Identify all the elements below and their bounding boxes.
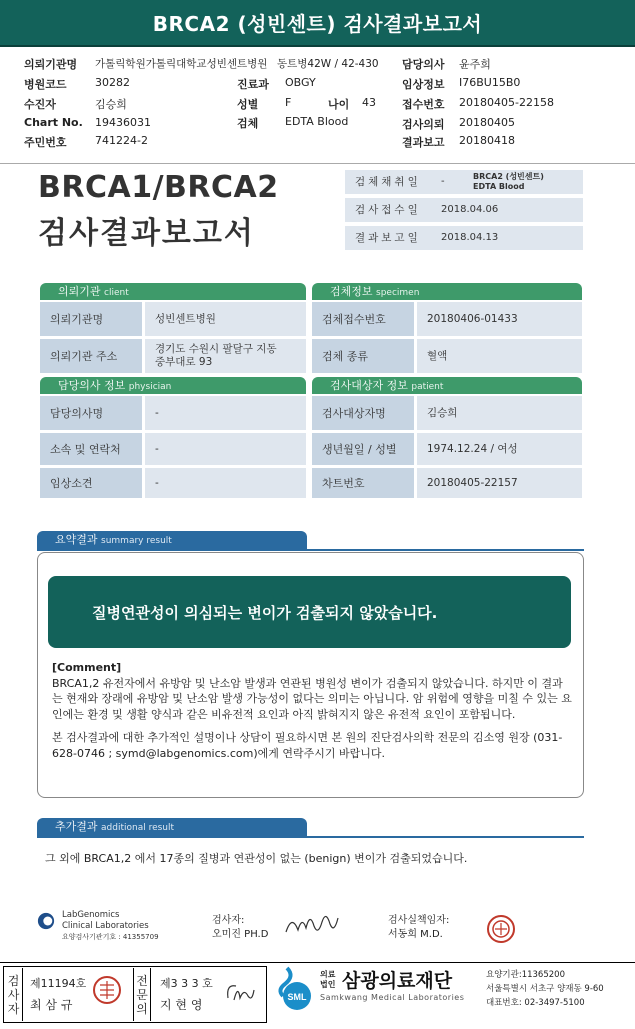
physician-name-value: - — [145, 396, 306, 430]
summary-result-bar — [48, 576, 571, 648]
comment-paragraph-1: BRCA1,2 유전자에서 유방암 및 난소암 발생과 연관된 병원성 변이가 검출되지 않았습니다. 하지만 이 결과는 현재와 장래에 유방암 및 난소암 발생 가능성이 없다는 의미는 아닙니다. 암 위험에 영향을 미칠 수 있는 요인에는 환경 및 생활 양식과 같은 비유전적 요인과 아직 밝혀지지 않은 유전적 요인이 포함됩니다. — [52, 676, 572, 721]
additional-section-head: 추가결과 additional result — [37, 818, 307, 836]
comment-block — [52, 660, 572, 769]
org-label: 의뢰기관명 — [24, 58, 78, 71]
foundation-type: 의료 법인 — [320, 970, 336, 989]
hosp-code-value: 30282 — [95, 76, 130, 89]
received-value: 2018.04.06 — [441, 204, 499, 215]
doctor-value: 윤주희 — [459, 58, 491, 71]
report-value: 20180418 — [459, 134, 515, 147]
comment-title: [Comment] — [52, 661, 122, 674]
summary-rule — [37, 549, 584, 551]
labgenomics-logo-icon — [37, 912, 55, 930]
physician-opinion-label: 임상소견 — [40, 468, 142, 498]
sex-label: 성별 — [237, 98, 259, 111]
dept-value: OBGY — [285, 76, 316, 89]
received-row — [345, 198, 583, 222]
patient-chart-value: 20180405-22157 — [417, 468, 582, 498]
doctor-vertical-label: 전 문 의 — [133, 968, 151, 1021]
additional-text: 그 외에 BRCA1,2 에서 17종의 질병과 연관성이 없는 (benign) 변이가 검출되었습니다. — [45, 852, 468, 865]
patient-dob-value: 1974.12.24 / 여성 — [417, 433, 582, 465]
physician-contact-label: 소속 및 연락처 — [40, 433, 142, 465]
report-label: 결과보고 — [402, 136, 445, 149]
samkwang-logo-icon — [273, 966, 315, 1012]
patient-dob-label: 생년월일 / 성별 — [312, 433, 414, 465]
hosp-code-label: 병원코드 — [24, 78, 67, 91]
client-addr-label: 의뢰기관 주소 — [40, 339, 142, 373]
physician-contact-value: - — [145, 433, 306, 465]
sex-value: F — [285, 96, 292, 109]
physician-section-head: 담당의사 정보 physician — [40, 377, 306, 394]
foundation-en: Samkwang Medical Laboratories — [320, 993, 465, 1002]
comment-paragraph-2: 본 검사결과에 대한 추가적인 설명이나 상담이 필요하시면 본 원의 진단검사의학 전문의 김소영 원장 (031-628-0746 ; symd@labgenomics.com)에게 연락주시기 바랍니다. — [52, 731, 563, 760]
tester-name: 최 삼 규 — [30, 998, 73, 1012]
physician-name-label: 담당의사명 — [40, 396, 142, 430]
patient-label: 수진자 — [24, 98, 56, 111]
physician-opinion-value: - — [145, 468, 306, 498]
rrn-value: 741224-2 — [95, 134, 148, 147]
received-label: 검사접수일 — [355, 204, 421, 216]
ward-value: 동트병42W / 42-430 — [277, 58, 379, 70]
org-value: 가톨릭학원가톨릭대학교성빈센트병원 — [95, 58, 268, 70]
foundation-contact: 요양기관:11365200 서울특별시 서초구 양재동 9-60 대표번호: 02-3497-5100 — [486, 970, 604, 1008]
collect-value: - — [441, 176, 445, 187]
specimen-no-value: 20180406-01433 — [417, 302, 582, 336]
receipt-label: 접수번호 — [402, 98, 445, 111]
request-label: 검사의뢰 — [402, 118, 445, 131]
specimen-type-value: 혈액 — [417, 339, 582, 373]
patient-section-head: 검사대상자 정보 patient — [312, 377, 582, 394]
chart-value: 19436031 — [95, 116, 151, 129]
collect-label: 검체채취일 — [355, 176, 421, 188]
summary-result-text: 질병연관성이 의심되는 변이가 검출되지 않았습니다. — [92, 603, 438, 622]
specimen-name: BRCA2 (성빈센트) EDTA Blood — [473, 172, 544, 191]
client-addr-value: 경기도 수원시 팔달구 지동 중부대로 93 — [145, 339, 306, 373]
report-title-line1: BRCA1/BRCA2 — [38, 170, 279, 205]
patient-value: 김승희 — [95, 98, 127, 111]
director-signature-block: 검사실책임자: 서동희 M.D. — [388, 915, 450, 940]
lab-info: LabGenomics Clinical Laboratories 요양검사기관기호 : 41355709 — [62, 910, 159, 941]
age-label: 나이 — [328, 98, 350, 111]
patient-chart-label: 차트번호 — [312, 468, 414, 498]
doctor-label: 담당의사 — [402, 58, 445, 71]
specimen-section-head: 검체정보 specimen — [312, 283, 582, 300]
specimen-label: 검체 — [237, 117, 259, 130]
header-info — [0, 0, 635, 160]
doctor-name: 지 현 영 — [160, 998, 203, 1012]
collect-row — [345, 170, 583, 194]
patient-name-label: 검사대상자명 — [312, 396, 414, 430]
doctor-id: 제3 3 3 호 — [160, 977, 213, 990]
client-name-value: 성빈센트병원 — [145, 302, 306, 336]
tester-seal-icon — [92, 975, 122, 1005]
age-value: 43 — [362, 96, 376, 109]
tester-vertical-label: 검 사 자 — [5, 968, 23, 1021]
banner-title: BRCA2 (성빈센트) 검사결과보고서 — [152, 12, 483, 36]
doctor-signature-icon — [222, 978, 258, 1006]
chart-label: Chart No. — [24, 116, 83, 129]
header-divider — [0, 163, 635, 164]
client-section-head: 의뢰기관 client — [40, 283, 306, 300]
foundation-name: 삼광의료재단 — [342, 970, 453, 992]
specimen-no-label: 검체접수번호 — [312, 302, 414, 336]
tester-id: 제11194호 — [30, 977, 87, 990]
reported-label: 결과보고일 — [355, 232, 421, 244]
additional-rule — [37, 836, 584, 838]
client-name-label: 의뢰기관명 — [40, 302, 142, 336]
specimen-type-label: 검체 종류 — [312, 339, 414, 373]
report-title-line2: 검사결과보고서 — [38, 216, 255, 251]
reported-value: 2018.04.13 — [441, 232, 499, 243]
director-seal-icon — [486, 914, 516, 944]
request-value: 20180405 — [459, 116, 515, 129]
dept-label: 진료과 — [237, 78, 269, 91]
receipt-value: 20180405-22158 — [459, 96, 554, 109]
reported-row — [345, 226, 583, 250]
tester-signature-block: 검사자: 오미진 PH.D — [212, 915, 269, 940]
specimen-value: EDTA Blood — [285, 115, 349, 128]
rrn-label: 주민번호 — [24, 136, 67, 149]
patient-name-value: 김승희 — [417, 396, 582, 430]
clinical-label: 임상정보 — [402, 78, 445, 91]
summary-section-head: 요약결과 summary result — [37, 531, 307, 549]
clinical-value: I76BU15B0 — [459, 76, 521, 89]
samkwang-logo-text: SML — [287, 992, 307, 1002]
tester-signature-icon — [282, 906, 340, 942]
